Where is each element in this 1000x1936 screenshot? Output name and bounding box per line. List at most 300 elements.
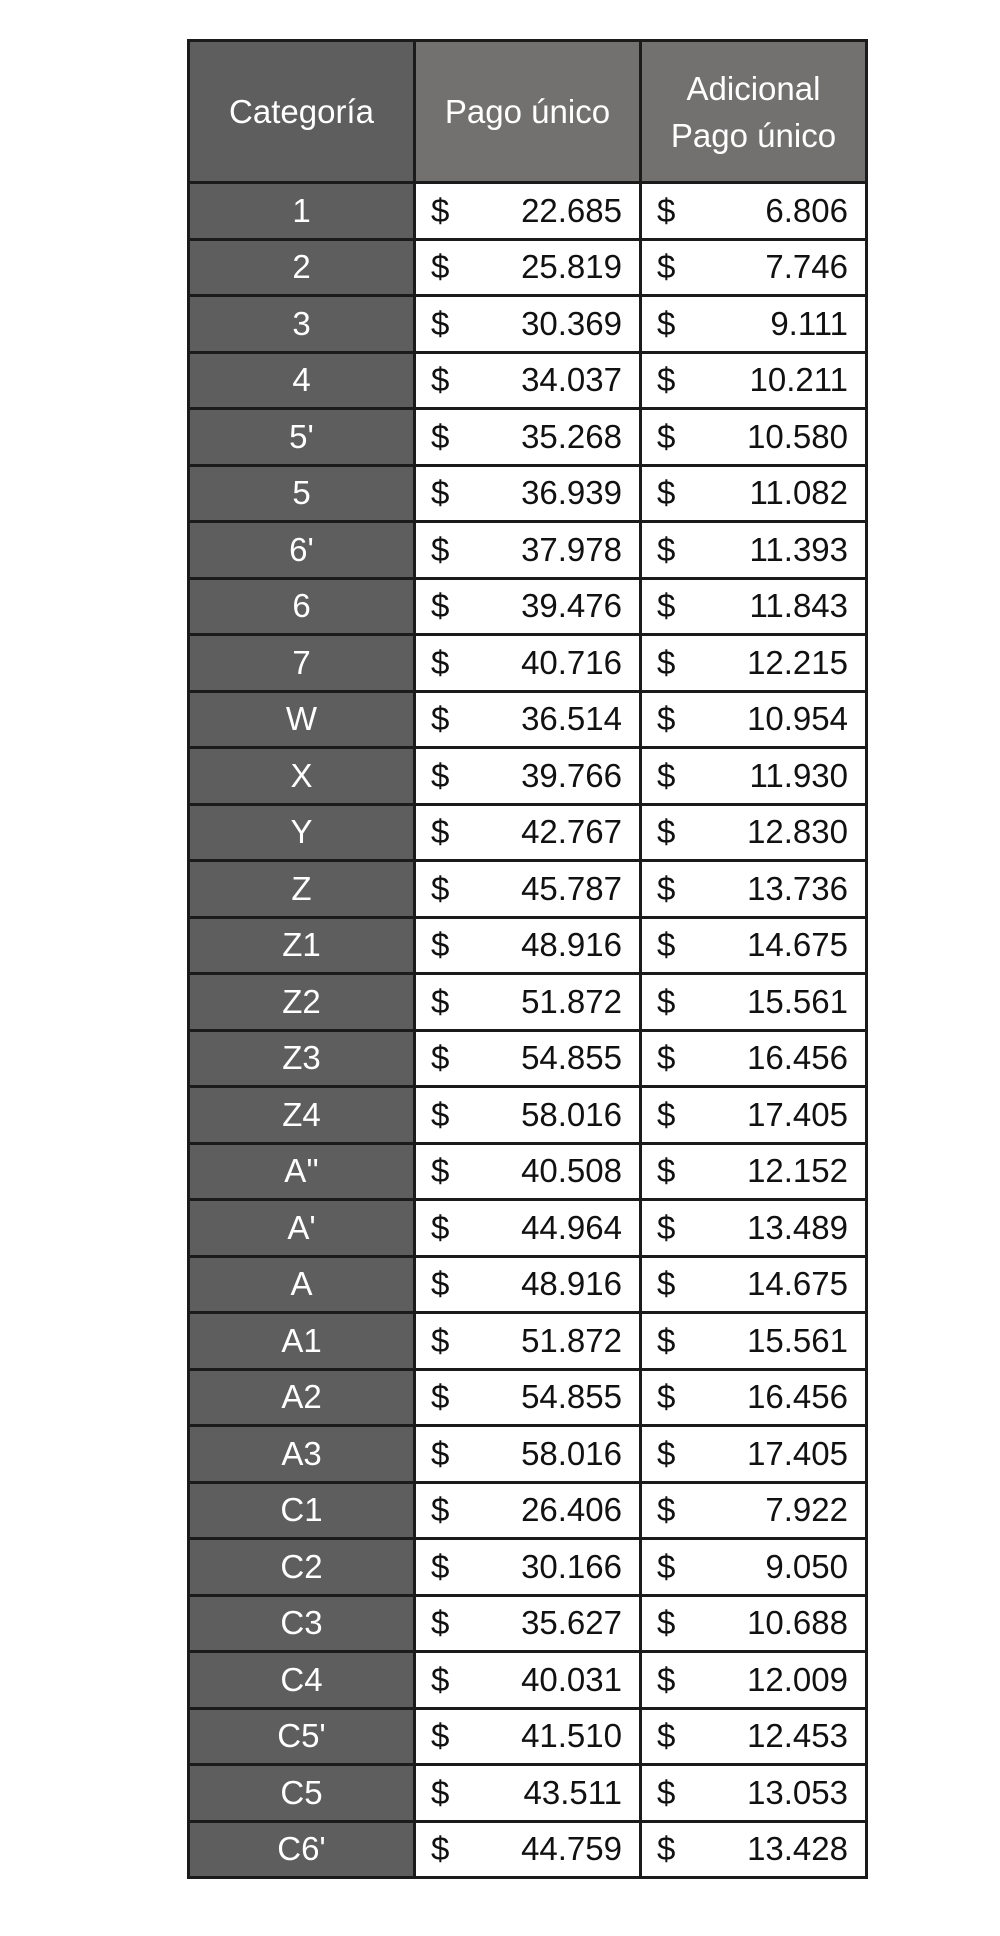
single-payment-cell <box>415 635 641 692</box>
single-payment-cell <box>415 1030 641 1087</box>
money-wrap <box>416 1484 639 1538</box>
amount-value: 11.393 <box>749 530 848 568</box>
amount-value: 36.514 <box>521 700 622 738</box>
currency-symbol: $ <box>657 1434 676 1472</box>
amount-value: 11.843 <box>749 587 848 625</box>
money-wrap <box>416 354 639 408</box>
money-wrap <box>416 1371 639 1425</box>
category-cell: 6 <box>189 578 415 635</box>
money-wrap <box>642 1484 865 1538</box>
money-wrap <box>416 523 639 577</box>
amount-value: 35.268 <box>521 417 622 455</box>
category-cell: 6' <box>189 522 415 579</box>
money-wrap <box>416 1314 639 1368</box>
single-payment-cell <box>415 522 641 579</box>
amount-value: 51.872 <box>521 1321 622 1359</box>
header-additional-line1: Adicional <box>686 69 821 107</box>
table-row <box>189 748 867 805</box>
currency-symbol: $ <box>657 1378 676 1416</box>
table-row <box>189 239 867 296</box>
money-wrap <box>416 1823 639 1877</box>
amount-value: 13.428 <box>747 1830 848 1868</box>
currency-symbol: $ <box>657 1773 676 1811</box>
money-wrap <box>642 806 865 860</box>
money-wrap <box>642 636 865 690</box>
currency-symbol: $ <box>431 1152 450 1190</box>
amount-value: 15.561 <box>747 982 848 1020</box>
money-wrap <box>416 1201 639 1255</box>
money-wrap <box>642 1766 865 1820</box>
single-payment-cell <box>415 1652 641 1709</box>
money-wrap <box>416 241 639 295</box>
table-row <box>189 1200 867 1257</box>
category-cell: Z <box>189 861 415 918</box>
amount-value: 42.767 <box>521 813 622 851</box>
currency-symbol: $ <box>657 1604 676 1642</box>
category-cell: A2 <box>189 1369 415 1426</box>
header-row <box>189 41 867 183</box>
amount-value: 35.627 <box>521 1604 622 1642</box>
additional-payment-cell <box>641 804 867 861</box>
table-row <box>189 861 867 918</box>
table-row <box>189 635 867 692</box>
currency-symbol: $ <box>657 1039 676 1077</box>
currency-symbol: $ <box>657 813 676 851</box>
currency-symbol: $ <box>657 1547 676 1585</box>
single-payment-cell <box>415 861 641 918</box>
money-wrap <box>416 636 639 690</box>
amount-value: 44.964 <box>521 1208 622 1246</box>
amount-value: 17.405 <box>747 1095 848 1133</box>
money-wrap <box>642 862 865 916</box>
money-wrap <box>416 1653 639 1707</box>
table-row <box>189 1482 867 1539</box>
amount-value: 12.215 <box>747 643 848 681</box>
money-wrap <box>416 1540 639 1594</box>
amount-value: 9.050 <box>765 1547 848 1585</box>
category-cell: A'' <box>189 1143 415 1200</box>
table-row <box>189 1821 867 1878</box>
currency-symbol: $ <box>657 1321 676 1359</box>
single-payment-cell <box>415 1708 641 1765</box>
currency-symbol: $ <box>657 587 676 625</box>
currency-symbol: $ <box>657 361 676 399</box>
currency-symbol: $ <box>657 1830 676 1868</box>
money-wrap <box>642 1258 865 1312</box>
amount-value: 48.916 <box>521 1265 622 1303</box>
amount-value: 14.675 <box>747 1265 848 1303</box>
money-wrap <box>416 467 639 521</box>
additional-payment-cell <box>641 691 867 748</box>
amount-value: 22.685 <box>521 191 622 229</box>
category-cell: Z4 <box>189 1087 415 1144</box>
currency-symbol: $ <box>431 1378 450 1416</box>
table-row <box>189 1426 867 1483</box>
money-wrap <box>416 1258 639 1312</box>
currency-symbol: $ <box>657 1717 676 1755</box>
single-payment-cell <box>415 1821 641 1878</box>
category-cell: X <box>189 748 415 805</box>
amount-value: 37.978 <box>521 530 622 568</box>
category-cell: 4 <box>189 352 415 409</box>
money-wrap <box>416 1145 639 1199</box>
currency-symbol: $ <box>431 1717 450 1755</box>
amount-value: 12.453 <box>747 1717 848 1755</box>
currency-symbol: $ <box>431 926 450 964</box>
amount-value: 12.009 <box>747 1660 848 1698</box>
category-cell: A1 <box>189 1313 415 1370</box>
currency-symbol: $ <box>657 700 676 738</box>
currency-symbol: $ <box>431 1660 450 1698</box>
currency-symbol: $ <box>431 248 450 286</box>
currency-symbol: $ <box>657 1265 676 1303</box>
table-row <box>189 691 867 748</box>
currency-symbol: $ <box>431 304 450 342</box>
money-wrap <box>642 354 865 408</box>
currency-symbol: $ <box>657 304 676 342</box>
additional-payment-cell <box>641 635 867 692</box>
currency-symbol: $ <box>431 587 450 625</box>
amount-value: 12.152 <box>747 1152 848 1190</box>
amount-value: 44.759 <box>521 1830 622 1868</box>
amount-value: 40.508 <box>521 1152 622 1190</box>
amount-value: 58.016 <box>521 1434 622 1472</box>
header-additional-line2: Pago único <box>670 116 837 154</box>
amount-value: 6.806 <box>765 191 848 229</box>
money-wrap <box>642 1145 865 1199</box>
money-wrap <box>642 1710 865 1764</box>
money-wrap <box>416 1597 639 1651</box>
amount-value: 12.830 <box>747 813 848 851</box>
currency-symbol: $ <box>657 982 676 1020</box>
money-wrap <box>642 919 865 973</box>
currency-symbol: $ <box>431 1491 450 1529</box>
single-payment-cell <box>415 239 641 296</box>
money-wrap <box>416 749 639 803</box>
amount-value: 7.746 <box>765 248 848 286</box>
single-payment-cell <box>415 1426 641 1483</box>
amount-value: 34.037 <box>521 361 622 399</box>
amount-value: 14.675 <box>747 926 848 964</box>
amount-value: 13.053 <box>747 1773 848 1811</box>
currency-symbol: $ <box>431 869 450 907</box>
money-wrap <box>642 580 865 634</box>
amount-value: 13.489 <box>747 1208 848 1246</box>
money-wrap <box>416 862 639 916</box>
amount-value: 10.954 <box>747 700 848 738</box>
currency-symbol: $ <box>431 191 450 229</box>
additional-payment-cell <box>641 1426 867 1483</box>
money-wrap <box>642 1371 865 1425</box>
money-wrap <box>642 975 865 1029</box>
table-row <box>189 1595 867 1652</box>
category-cell: C4 <box>189 1652 415 1709</box>
category-cell: C5 <box>189 1765 415 1822</box>
single-payment-cell <box>415 465 641 522</box>
currency-symbol: $ <box>431 813 450 851</box>
amount-value: 43.511 <box>523 1773 622 1811</box>
currency-symbol: $ <box>657 1095 676 1133</box>
amount-value: 13.736 <box>747 869 848 907</box>
table-row <box>189 1539 867 1596</box>
money-wrap <box>642 523 865 577</box>
header-single-payment: Pago único <box>415 41 641 183</box>
table-row <box>189 917 867 974</box>
amount-value: 9.111 <box>770 304 848 342</box>
money-wrap <box>416 975 639 1029</box>
currency-symbol: $ <box>431 530 450 568</box>
currency-symbol: $ <box>431 361 450 399</box>
additional-payment-cell <box>641 1313 867 1370</box>
additional-payment-cell <box>641 748 867 805</box>
category-cell: 2 <box>189 239 415 296</box>
category-cell: C3 <box>189 1595 415 1652</box>
single-payment-cell <box>415 691 641 748</box>
additional-payment-cell <box>641 1143 867 1200</box>
amount-value: 51.872 <box>521 982 622 1020</box>
single-payment-cell <box>415 409 641 466</box>
table-row <box>189 1256 867 1313</box>
additional-payment-cell <box>641 578 867 635</box>
amount-value: 25.819 <box>521 248 622 286</box>
amount-value: 40.031 <box>521 1660 622 1698</box>
additional-payment-cell <box>641 352 867 409</box>
table-row <box>189 1143 867 1200</box>
amount-value: 41.510 <box>521 1717 622 1755</box>
additional-payment-cell <box>641 1821 867 1878</box>
table-row <box>189 1369 867 1426</box>
currency-symbol: $ <box>431 1039 450 1077</box>
currency-symbol: $ <box>657 474 676 512</box>
money-wrap <box>416 1032 639 1086</box>
amount-value: 16.456 <box>747 1378 848 1416</box>
additional-payment-cell <box>641 1030 867 1087</box>
category-cell: A3 <box>189 1426 415 1483</box>
additional-payment-cell <box>641 239 867 296</box>
single-payment-cell <box>415 1256 641 1313</box>
table-row <box>189 409 867 466</box>
category-cell: A' <box>189 1200 415 1257</box>
money-wrap <box>642 1540 865 1594</box>
amount-value: 30.166 <box>521 1547 622 1585</box>
table-row <box>189 465 867 522</box>
payment-table <box>187 39 868 1879</box>
table-row <box>189 1765 867 1822</box>
additional-payment-cell <box>641 465 867 522</box>
currency-symbol: $ <box>657 191 676 229</box>
single-payment-cell <box>415 183 641 240</box>
category-cell: 5' <box>189 409 415 466</box>
table-row <box>189 522 867 579</box>
currency-symbol: $ <box>431 982 450 1020</box>
amount-value: 10.688 <box>747 1604 848 1642</box>
single-payment-cell <box>415 1765 641 1822</box>
additional-payment-cell <box>641 296 867 353</box>
amount-value: 10.211 <box>749 361 848 399</box>
category-cell: 1 <box>189 183 415 240</box>
currency-symbol: $ <box>431 1208 450 1246</box>
currency-symbol: $ <box>431 1830 450 1868</box>
category-cell: W <box>189 691 415 748</box>
amount-value: 30.369 <box>521 304 622 342</box>
currency-symbol: $ <box>657 756 676 794</box>
money-wrap <box>642 241 865 295</box>
additional-payment-cell <box>641 522 867 579</box>
single-payment-cell <box>415 917 641 974</box>
header-additional-single-payment <box>641 41 867 183</box>
currency-symbol: $ <box>431 1095 450 1133</box>
table-header <box>189 41 867 183</box>
amount-value: 16.456 <box>747 1039 848 1077</box>
table-row <box>189 1708 867 1765</box>
additional-payment-cell <box>641 1369 867 1426</box>
amount-value: 58.016 <box>521 1095 622 1133</box>
money-wrap <box>416 1427 639 1481</box>
amount-value: 48.916 <box>521 926 622 964</box>
amount-value: 11.930 <box>749 756 848 794</box>
money-wrap <box>642 410 865 464</box>
money-wrap <box>642 1653 865 1707</box>
additional-payment-cell <box>641 917 867 974</box>
additional-payment-cell <box>641 1708 867 1765</box>
category-cell: Y <box>189 804 415 861</box>
amount-value: 10.580 <box>747 417 848 455</box>
single-payment-cell <box>415 296 641 353</box>
additional-payment-cell <box>641 861 867 918</box>
amount-value: 54.855 <box>521 1378 622 1416</box>
category-cell: Z3 <box>189 1030 415 1087</box>
amount-value: 39.766 <box>521 756 622 794</box>
money-wrap <box>642 1032 865 1086</box>
category-cell: 3 <box>189 296 415 353</box>
money-wrap <box>416 693 639 747</box>
money-wrap <box>416 184 639 238</box>
currency-symbol: $ <box>657 1152 676 1190</box>
currency-symbol: $ <box>657 1660 676 1698</box>
amount-value: 36.939 <box>521 474 622 512</box>
additional-payment-cell <box>641 1200 867 1257</box>
currency-symbol: $ <box>657 643 676 681</box>
table-row <box>189 1087 867 1144</box>
category-cell: 5 <box>189 465 415 522</box>
amount-value: 26.406 <box>521 1491 622 1529</box>
amount-value: 7.922 <box>765 1491 848 1529</box>
single-payment-cell <box>415 748 641 805</box>
currency-symbol: $ <box>431 417 450 455</box>
additional-payment-cell <box>641 183 867 240</box>
table-row <box>189 804 867 861</box>
currency-symbol: $ <box>431 700 450 738</box>
money-wrap <box>416 919 639 973</box>
currency-symbol: $ <box>431 1434 450 1472</box>
money-wrap <box>642 749 865 803</box>
category-cell: Z2 <box>189 974 415 1031</box>
additional-payment-cell <box>641 1595 867 1652</box>
amount-value: 40.716 <box>521 643 622 681</box>
money-wrap <box>642 1823 865 1877</box>
table-row <box>189 1030 867 1087</box>
currency-symbol: $ <box>657 248 676 286</box>
money-wrap <box>642 693 865 747</box>
money-wrap <box>642 1201 865 1255</box>
money-wrap <box>642 184 865 238</box>
single-payment-cell <box>415 1200 641 1257</box>
currency-symbol: $ <box>431 474 450 512</box>
amount-value: 17.405 <box>747 1434 848 1472</box>
money-wrap <box>416 806 639 860</box>
single-payment-cell <box>415 1313 641 1370</box>
single-payment-cell <box>415 1595 641 1652</box>
currency-symbol: $ <box>431 1604 450 1642</box>
money-wrap <box>642 467 865 521</box>
additional-payment-cell <box>641 974 867 1031</box>
money-wrap <box>416 1710 639 1764</box>
money-wrap <box>416 580 639 634</box>
amount-value: 15.561 <box>747 1321 848 1359</box>
single-payment-cell <box>415 1539 641 1596</box>
table-row <box>189 578 867 635</box>
category-cell: C1 <box>189 1482 415 1539</box>
currency-symbol: $ <box>657 417 676 455</box>
additional-payment-cell <box>641 1652 867 1709</box>
money-wrap <box>416 410 639 464</box>
single-payment-cell <box>415 1087 641 1144</box>
table-body <box>189 183 867 1878</box>
currency-symbol: $ <box>431 756 450 794</box>
money-wrap <box>416 1088 639 1142</box>
single-payment-cell <box>415 1369 641 1426</box>
currency-symbol: $ <box>431 1547 450 1585</box>
category-cell: C5' <box>189 1708 415 1765</box>
money-wrap <box>642 1597 865 1651</box>
currency-symbol: $ <box>657 530 676 568</box>
currency-symbol: $ <box>431 643 450 681</box>
single-payment-cell <box>415 804 641 861</box>
money-wrap <box>416 297 639 351</box>
additional-payment-cell <box>641 1256 867 1313</box>
single-payment-cell <box>415 352 641 409</box>
category-cell: Z1 <box>189 917 415 974</box>
amount-value: 39.476 <box>521 587 622 625</box>
amount-value: 11.082 <box>749 474 848 512</box>
additional-payment-cell <box>641 1087 867 1144</box>
category-cell: C2 <box>189 1539 415 1596</box>
currency-symbol: $ <box>657 869 676 907</box>
money-wrap <box>642 1314 865 1368</box>
currency-symbol: $ <box>431 1265 450 1303</box>
currency-symbol: $ <box>431 1773 450 1811</box>
table-row <box>189 296 867 353</box>
single-payment-cell <box>415 1482 641 1539</box>
single-payment-cell <box>415 974 641 1031</box>
category-cell: A <box>189 1256 415 1313</box>
additional-payment-cell <box>641 1539 867 1596</box>
currency-symbol: $ <box>431 1321 450 1359</box>
currency-symbol: $ <box>657 926 676 964</box>
money-wrap <box>642 1427 865 1481</box>
money-wrap <box>642 1088 865 1142</box>
amount-value: 45.787 <box>521 869 622 907</box>
currency-symbol: $ <box>657 1208 676 1246</box>
amount-value: 54.855 <box>521 1039 622 1077</box>
money-wrap <box>416 1766 639 1820</box>
table-row <box>189 1313 867 1370</box>
category-cell: 7 <box>189 635 415 692</box>
table-row <box>189 183 867 240</box>
table-row <box>189 352 867 409</box>
additional-payment-cell <box>641 1482 867 1539</box>
currency-symbol: $ <box>657 1491 676 1529</box>
